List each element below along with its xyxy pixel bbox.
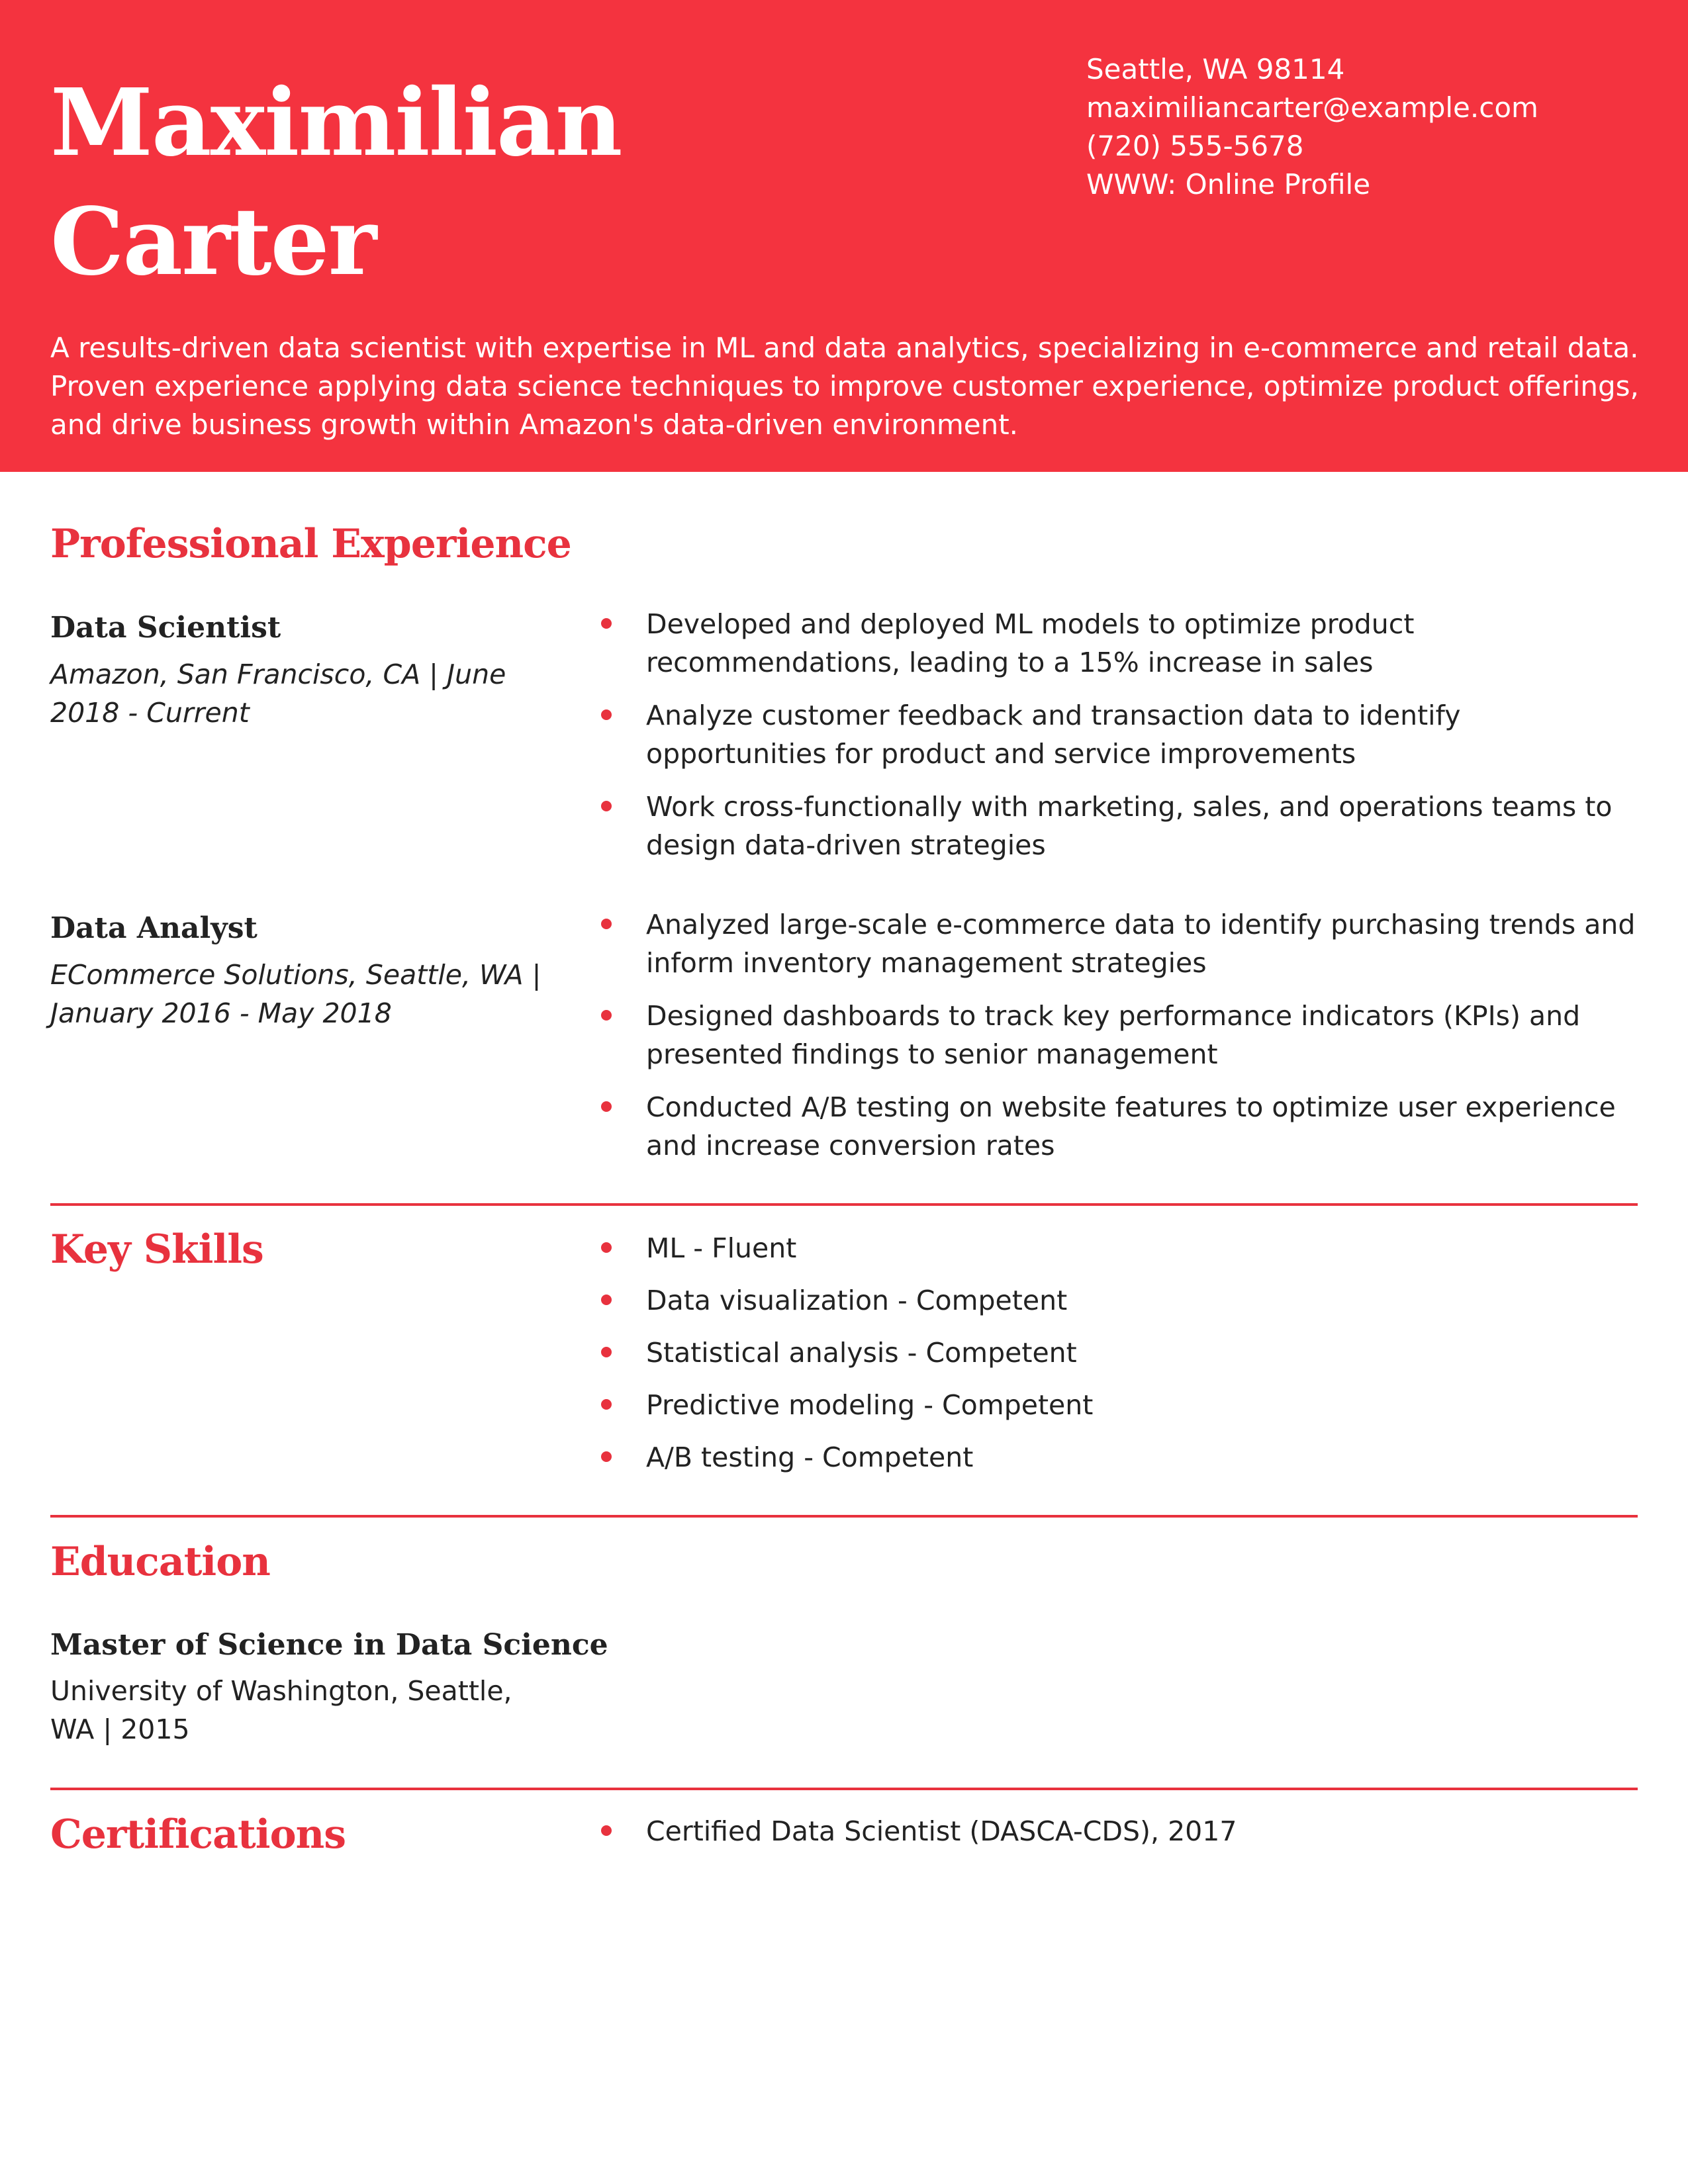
- list-item: [596, 1386, 1648, 1424]
- bullet-dot-icon: [601, 919, 612, 929]
- candidate-name: [50, 64, 977, 302]
- contact-phone: (720) 555-5678: [1086, 130, 1304, 162]
- bullet-text: Conducted A/B testing on website features to optimize user experience and increase conversion rates: [646, 1091, 1616, 1161]
- list-item: [596, 1334, 1648, 1372]
- list-item: [596, 1281, 1648, 1320]
- professional-summary: A results-driven data scientist with expertise in ML and data analytics, specializing in e-commerce and retail data. Proven experience applying data science techniques to improve customer experience, optimize product offerings, and drive business growth within Amazon's data-driven environment.: [50, 332, 1639, 441]
- skill-text: Data visualization - Competent: [646, 1285, 1068, 1316]
- certifications-list: [596, 1812, 1648, 1865]
- list-item: [596, 997, 1648, 1073]
- list-item: [596, 1812, 1648, 1850]
- certifications-heading: Certifications: [50, 1811, 346, 1858]
- bullet-dot-icon: [601, 1242, 612, 1253]
- bullet-dot-icon: [601, 709, 612, 720]
- bullet-text: Designed dashboards to track key performance indicators (KPIs) and presented findings to senior management: [646, 1000, 1581, 1070]
- skills-heading: Key Skills: [50, 1226, 263, 1273]
- contact-location: Seattle, WA 98114: [1086, 53, 1345, 85]
- bullet-dot-icon: [601, 1825, 612, 1836]
- list-item: [596, 1229, 1648, 1267]
- bullet-text: Analyze customer feedback and transaction data to identify opportunities for product and service improvements: [646, 700, 1461, 770]
- list-item: [596, 788, 1648, 864]
- job-title: Data Scientist: [50, 611, 281, 645]
- skill-text: Statistical analysis - Competent: [646, 1337, 1077, 1369]
- bullet-dot-icon: [601, 618, 612, 629]
- skill-text: ML - Fluent: [646, 1232, 797, 1264]
- skills-list: [596, 1229, 1648, 1490]
- section-divider: [50, 1203, 1638, 1206]
- list-item: [596, 1438, 1648, 1477]
- list-item: [596, 696, 1648, 773]
- bullet-dot-icon: [601, 1010, 612, 1021]
- bullet-dot-icon: [601, 801, 612, 811]
- skill-text: A/B testing - Competent: [646, 1441, 974, 1473]
- list-item: [596, 1088, 1648, 1165]
- section-divider: [50, 1788, 1638, 1790]
- job-bullets: [596, 605, 1648, 879]
- section-divider: [50, 1515, 1638, 1518]
- skill-text: Predictive modeling - Competent: [646, 1389, 1094, 1421]
- bullet-dot-icon: [601, 1101, 612, 1112]
- experience-heading: Professional Experience: [50, 521, 571, 567]
- bullet-dot-icon: [601, 1451, 612, 1462]
- job-title: Data Analyst: [50, 911, 258, 945]
- contact-block: [1086, 50, 1649, 204]
- bullet-dot-icon: [601, 1399, 612, 1410]
- bullet-dot-icon: [601, 1295, 612, 1305]
- job-bullets: [596, 905, 1648, 1179]
- name-first: Maximilian: [50, 69, 622, 177]
- contact-website-link[interactable]: WWW: Online Profile: [1086, 168, 1371, 201]
- contact-email[interactable]: maximiliancarter@example.com: [1086, 91, 1538, 124]
- job-meta: ECommerce Solutions, Seattle, WA | January 2016 - May 2018: [50, 959, 541, 1029]
- list-item: [596, 605, 1648, 682]
- bullet-dot-icon: [601, 1347, 612, 1357]
- education-heading: Education: [50, 1539, 270, 1585]
- bullet-text: Developed and deployed ML models to optimize product recommendations, leading to a 15% increase in sales: [646, 608, 1415, 678]
- degree-title: Master of Science in Data Science: [50, 1628, 608, 1662]
- name-last: Carter: [50, 188, 376, 296]
- bullet-text: Analyzed large-scale e-commerce data to identify purchasing trends and inform inventory management strategies: [646, 909, 1636, 979]
- list-item: [596, 905, 1648, 982]
- job-meta: Amazon, San Francisco, CA | June 2018 - Current: [50, 659, 506, 729]
- certification-text: Certified Data Scientist (DASCA-CDS), 2017: [646, 1815, 1237, 1847]
- bullet-text: Work cross-functionally with marketing, sales, and operations teams to design data-driven strategies: [646, 791, 1613, 861]
- school-meta: University of Washington, Seattle, WA | 2015: [50, 1675, 512, 1745]
